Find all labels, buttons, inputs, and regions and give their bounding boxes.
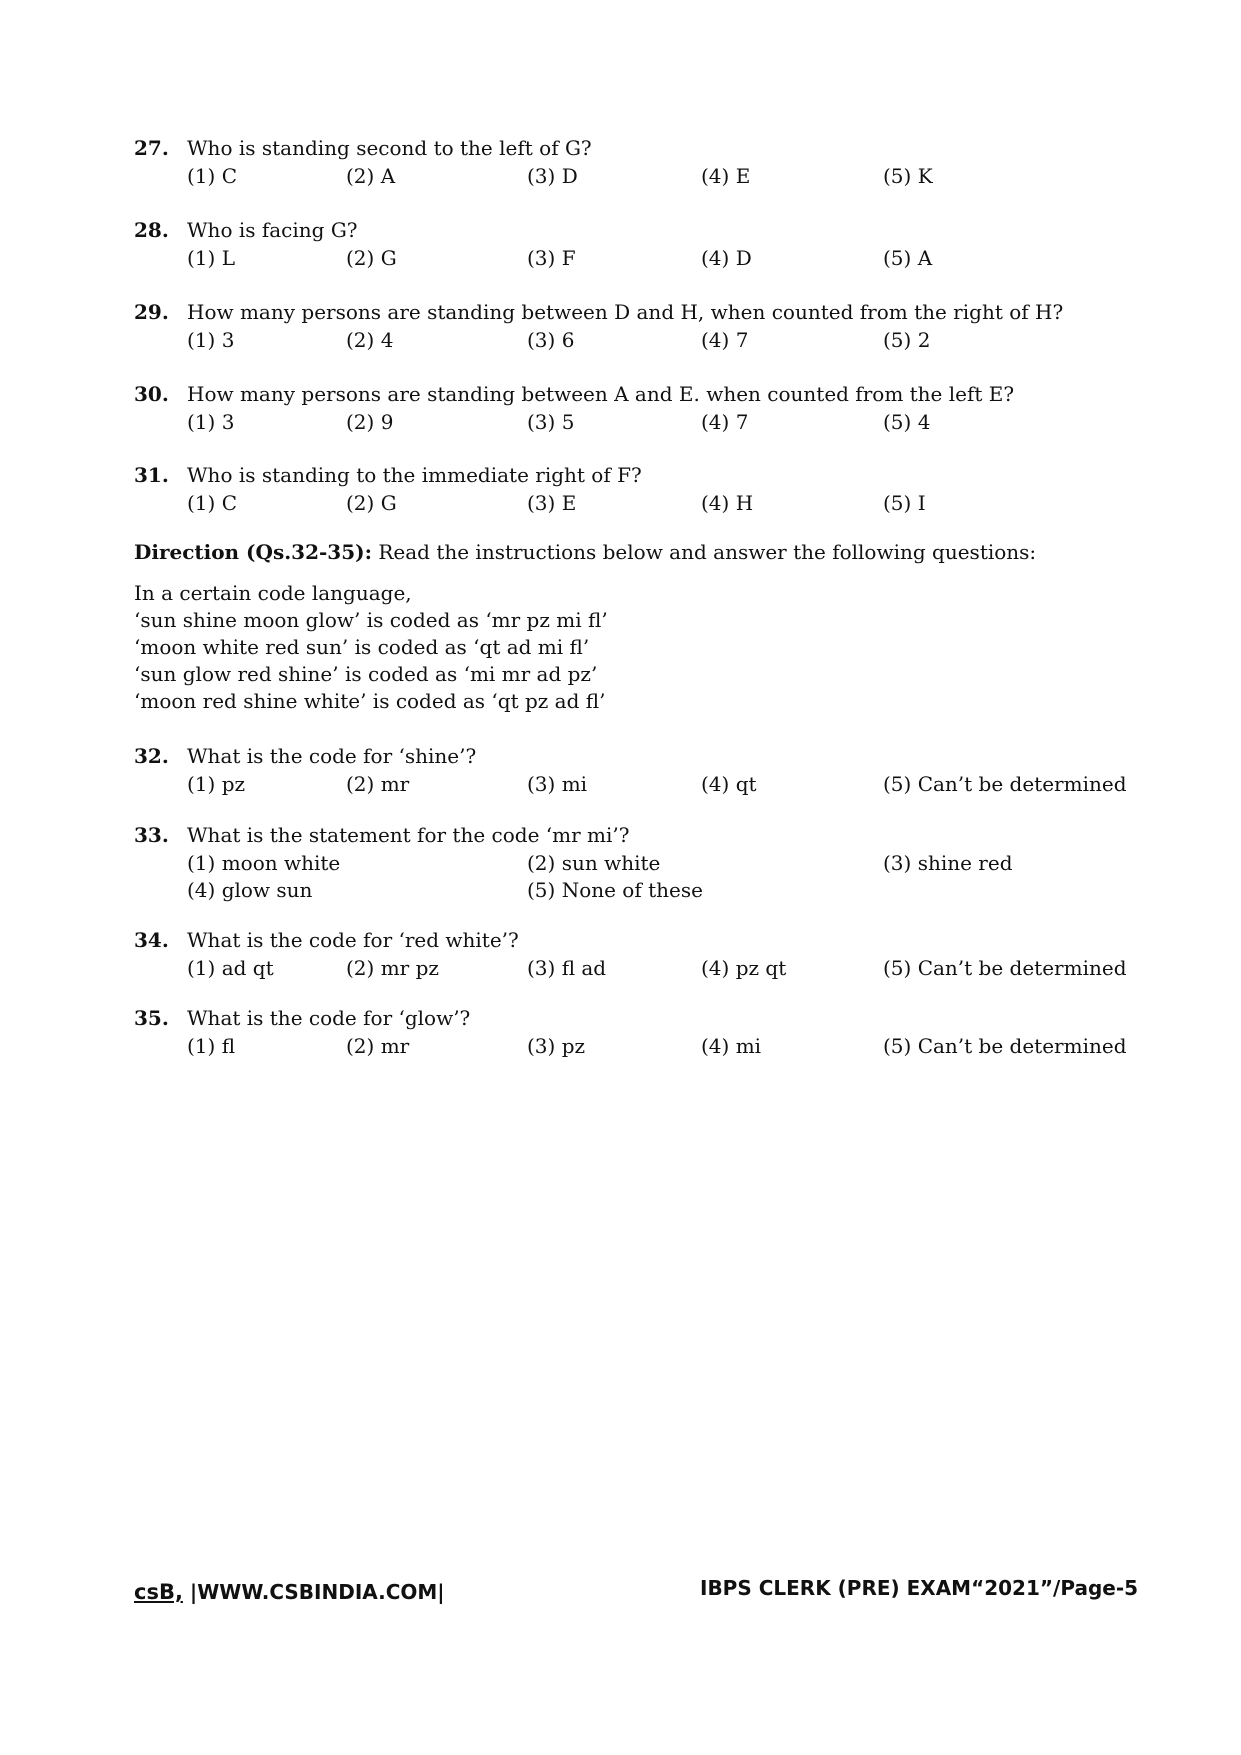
question-text: Who is standing to the immediate right of F? bbox=[187, 463, 642, 487]
option-3: (3) E bbox=[527, 491, 577, 515]
footer-exam-page: IBPS CLERK (PRE) EXAM“2021”/Page-5 bbox=[700, 1576, 1139, 1600]
option-1: (1) 3 bbox=[187, 410, 235, 434]
option-3: (3) 5 bbox=[527, 410, 575, 434]
option-2: (2) sun white bbox=[527, 851, 661, 875]
intro-line: ‘sun glow red shine’ is coded as ‘mi mr ad pz’ bbox=[134, 662, 598, 686]
direction-text: Read the instructions below and answer the following questions: bbox=[371, 540, 1037, 564]
question-text: How many persons are standing between D and H, when counted from the right of H? bbox=[187, 300, 1064, 324]
question-text: What is the code for ‘red white’? bbox=[187, 928, 519, 952]
direction-instructions bbox=[134, 540, 1036, 564]
option-3: (3) pz bbox=[527, 1034, 586, 1058]
option-1: (1) C bbox=[187, 164, 237, 188]
option-5: (5) Can’t be determined bbox=[883, 1034, 1127, 1058]
intro-line: In a certain code language, bbox=[134, 581, 412, 605]
question-text: What is the statement for the code ‘mr mi’? bbox=[187, 823, 630, 847]
intro-line: ‘moon white red sun’ is coded as ‘qt ad mi fl’ bbox=[134, 635, 590, 659]
option-3: (3) mi bbox=[527, 772, 588, 796]
option-1: (1) 3 bbox=[187, 328, 235, 352]
question-text: Who is standing second to the left of G? bbox=[187, 136, 592, 160]
option-5: (5) 2 bbox=[883, 328, 931, 352]
question-number: 35. bbox=[134, 1006, 169, 1030]
question-text: How many persons are standing between A and E. when counted from the left E? bbox=[187, 382, 1015, 406]
option-4: (4) glow sun bbox=[187, 878, 313, 902]
option-1: (1) fl bbox=[187, 1034, 236, 1058]
question-number: 29. bbox=[134, 300, 169, 324]
question-number: 31. bbox=[134, 463, 169, 487]
option-4: (4) H bbox=[701, 491, 754, 515]
option-5: (5) K bbox=[883, 164, 933, 188]
option-2: (2) mr pz bbox=[346, 956, 439, 980]
option-2: (2) A bbox=[346, 164, 396, 188]
brand-logo-text: csB, bbox=[134, 1580, 183, 1604]
option-1: (1) L bbox=[187, 246, 235, 270]
option-2: (2) G bbox=[346, 246, 397, 270]
option-2: (2) mr bbox=[346, 772, 410, 796]
question-number: 28. bbox=[134, 218, 169, 242]
direction-label: Direction (Qs.32-35): bbox=[134, 540, 372, 564]
option-1: (1) C bbox=[187, 491, 237, 515]
intro-line: ‘moon red shine white’ is coded as ‘qt pz ad fl’ bbox=[134, 689, 606, 713]
option-3: (3) 6 bbox=[527, 328, 575, 352]
question-number: 34. bbox=[134, 928, 169, 952]
website-link[interactable]: |WWW.CSBINDIA.COM| bbox=[182, 1580, 445, 1604]
option-4: (4) mi bbox=[701, 1034, 762, 1058]
option-4: (4) qt bbox=[701, 772, 757, 796]
question-text: Who is facing G? bbox=[187, 218, 358, 242]
question-text: What is the code for ‘glow’? bbox=[187, 1006, 471, 1030]
option-2: (2) 4 bbox=[346, 328, 394, 352]
option-2: (2) G bbox=[346, 491, 397, 515]
option-5: (5) A bbox=[883, 246, 933, 270]
option-3: (3) D bbox=[527, 164, 578, 188]
option-2: (2) 9 bbox=[346, 410, 394, 434]
intro-line: ‘sun shine moon glow’ is coded as ‘mr pz mi fl’ bbox=[134, 608, 608, 632]
option-4: (4) E bbox=[701, 164, 751, 188]
option-3: (3) shine red bbox=[883, 851, 1013, 875]
option-1: (1) ad qt bbox=[187, 956, 274, 980]
option-4: (4) D bbox=[701, 246, 752, 270]
option-3: (3) F bbox=[527, 246, 576, 270]
option-4: (4) pz qt bbox=[701, 956, 787, 980]
option-3: (3) fl ad bbox=[527, 956, 607, 980]
option-4: (4) 7 bbox=[701, 410, 749, 434]
option-4: (4) 7 bbox=[701, 328, 749, 352]
code-language-intro bbox=[134, 580, 608, 715]
question-number: 27. bbox=[134, 136, 169, 160]
question-number: 33. bbox=[134, 823, 169, 847]
option-2: (2) mr bbox=[346, 1034, 410, 1058]
option-1: (1) pz bbox=[187, 772, 246, 796]
question-number: 30. bbox=[134, 382, 169, 406]
question-number: 32. bbox=[134, 744, 169, 768]
option-5: (5) Can’t be determined bbox=[883, 772, 1127, 796]
footer-publisher bbox=[134, 1580, 445, 1604]
option-5: (5) Can’t be determined bbox=[883, 956, 1127, 980]
option-5: (5) 4 bbox=[883, 410, 931, 434]
option-5: (5) I bbox=[883, 491, 926, 515]
option-1: (1) moon white bbox=[187, 851, 341, 875]
option-5: (5) None of these bbox=[527, 878, 703, 902]
question-text: What is the code for ‘shine’? bbox=[187, 744, 477, 768]
